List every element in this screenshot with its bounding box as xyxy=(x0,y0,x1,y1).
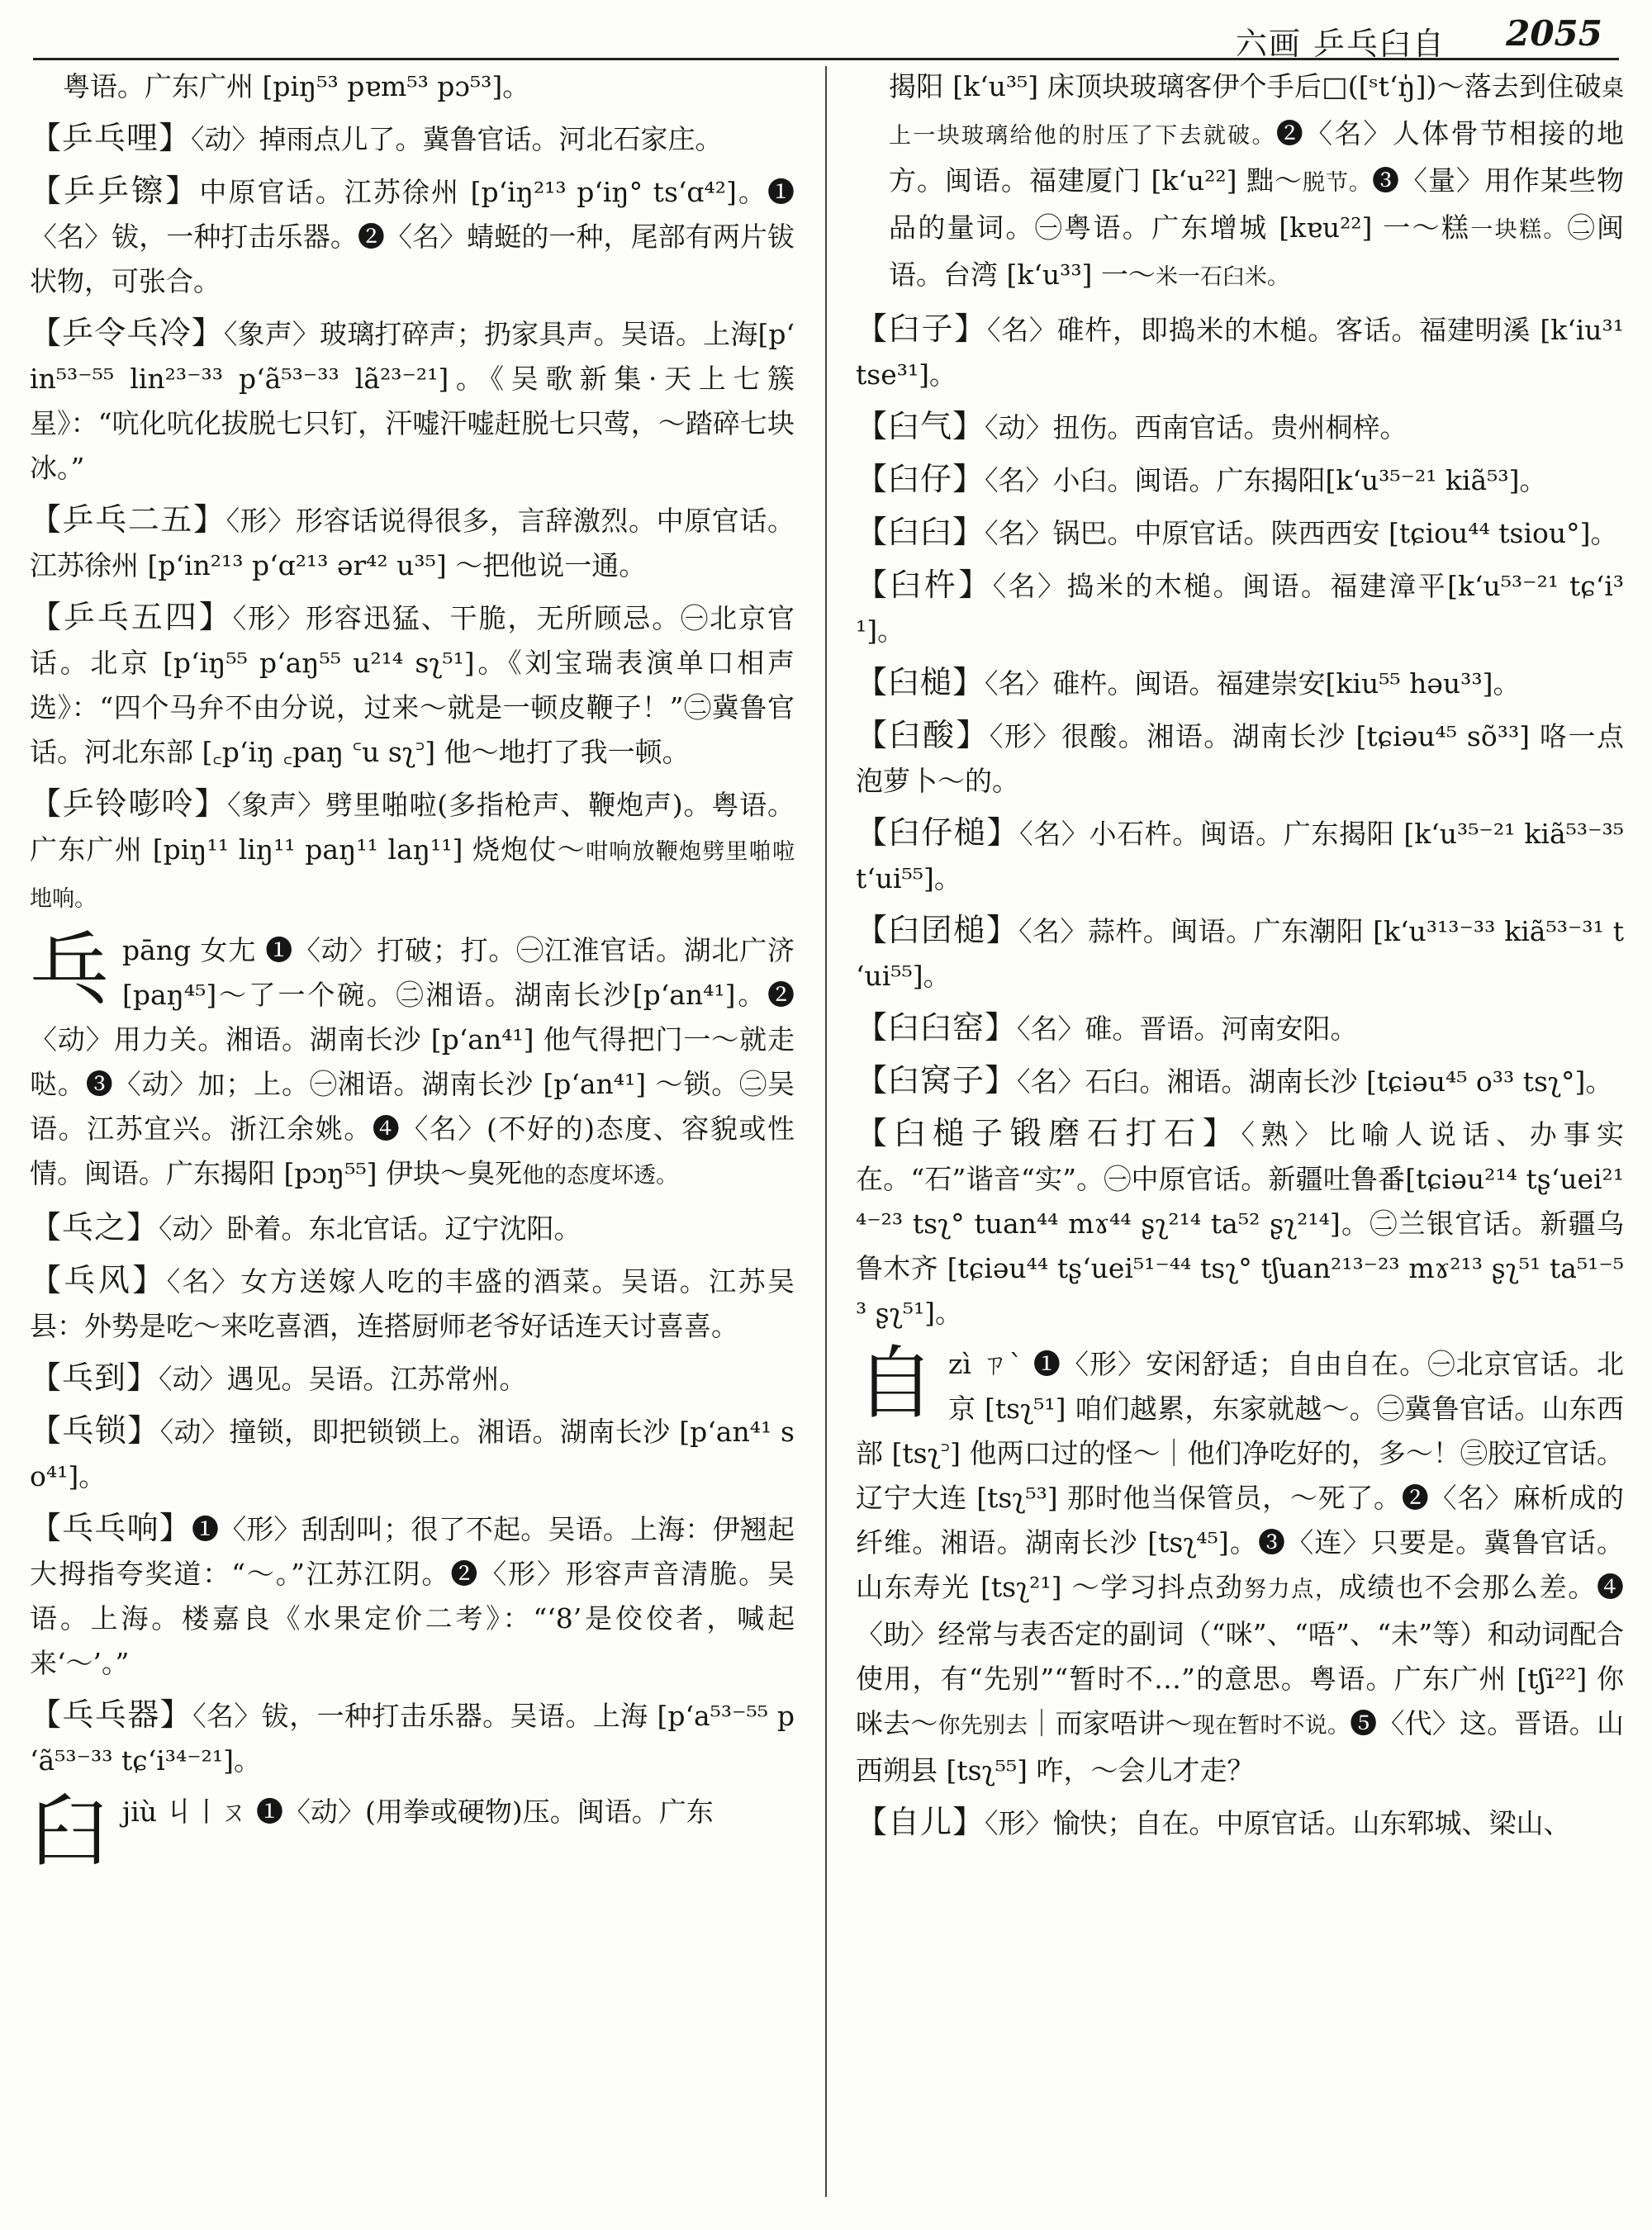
entry-text: 〈象声〉劈里啪啦(多指枪声、鞭炮声)。粤语。广东广州 [piŋ¹¹ liŋ¹¹ paŋ¹¹ laŋ¹¹] 烧炮仗～ xyxy=(30,789,795,866)
entry-headword: 【臼仔】 xyxy=(856,461,985,497)
entry-headword: 【臼仔槌】 xyxy=(856,814,1020,851)
entry-text: 〈象声〉玻璃打碎声；扔家具声。吴语。上海[pʻin⁵³⁻⁵⁵ lin²³⁻³³ pʻã⁵³⁻³³ lã²³⁻²¹]。《吴歌新集·天上七簇星》：“吭化吭化拔脱七只钉，汗嘘汗嘘赶脱七只莺，～踏碎七块冰。” xyxy=(30,318,795,484)
entry-gloss: 现在暂时不说。 xyxy=(1192,1713,1351,1739)
dictionary-entry xyxy=(30,1205,795,1251)
entry-text: 〈名〉碓杵，即捣米的木槌。客话。福建明溪 [kʻiu³¹ tse³¹]。 xyxy=(856,314,1624,391)
entry-text: ❷〈名〉人体骨节相接的地方。闽语。福建厦门 [kʻu²²] 黜～ xyxy=(889,117,1624,197)
dictionary-entry xyxy=(856,404,1624,450)
dictionary-entry xyxy=(30,311,795,491)
entry-text: 〈名〉小石杵。闽语。广东揭阳 [kʻu³⁵⁻²¹ kiã⁵³⁻³⁵ tʻui⁵⁵]。 xyxy=(856,818,1624,894)
entry-headword: 【乓到】 xyxy=(30,1359,159,1396)
entry-text: 〈名〉碓杵。闽语。福建崇安[kiu⁵⁵ həu³³]。 xyxy=(985,667,1521,700)
entry-text: 〈形〉形容迅猛、干脆，无所顾忌。㊀北京官话。北京 [pʻiŋ⁵⁵ pʻaŋ⁵⁵ u²¹⁴ sʅ⁵¹]。《刘宝瑞表演单口相声选》：“四个马弁不由分说，过来～就是一顿皮鞭子！”㊁冀鲁官话。河北东部 [꜀pʻiŋ ꜀paŋ ꜂u sʅ꜄] 他～地打了我一顿。 xyxy=(30,602,795,768)
entry-gloss: 脱节。 xyxy=(1302,170,1372,196)
entry-headword: 【臼槌】 xyxy=(856,664,985,700)
dictionary-entry xyxy=(30,168,795,304)
dictionary-entry xyxy=(30,116,795,162)
dictionary-entry xyxy=(30,595,795,775)
entry-headword: 【自儿】 xyxy=(856,1804,985,1840)
head-character: 臼 xyxy=(30,1785,109,1877)
entry-headword: 【乒令乓冷】 xyxy=(30,315,224,351)
entry-text: 〈动〉撞锁，即把锁锁上。湘语。湖南长沙 [pʻan⁴¹ so⁴¹]。 xyxy=(30,1416,795,1492)
entry-text: 〈动〉扭伤。西南官话。贵州桐梓。 xyxy=(985,411,1408,444)
entry-gloss: 他的态度坏透。 xyxy=(522,1163,679,1189)
dictionary-entry xyxy=(856,810,1624,901)
entry-text: ❶〈形〉刮刮叫；很了不起。吴语。上海：伊翘起大拇指夸奖道：“～。”江苏江阴。❷〈形〉形容声音清脆。吴语。上海。楼嘉良《水果定价二考》：“‘8’是佼佼者，喊起来‘～’。” xyxy=(30,1513,795,1679)
continued-entry xyxy=(30,64,795,109)
entry-gloss: 你先别去 xyxy=(938,1713,1028,1739)
entry-text: 〈名〉碓。晋语。河南安阳。 xyxy=(1017,1013,1358,1045)
entry-gloss: 米一石臼米。 xyxy=(1155,264,1289,290)
dictionary-entry xyxy=(856,1800,1624,1846)
entry-text: 〈动〉掉雨点儿了。冀鲁官话。河北石家庄。 xyxy=(191,123,723,155)
page-number: 2055 xyxy=(1506,13,1602,54)
entry-headword: 【臼臼窑】 xyxy=(856,1009,1018,1046)
dictionary-entry xyxy=(856,660,1624,706)
entry-headword: 【乓锁】 xyxy=(30,1412,160,1449)
continued-entry xyxy=(856,64,1624,300)
entry-text: ❸〈量〉用作某些物品的量词。㊀粤语。广东增城 [kɐu²²] 一～糕 xyxy=(889,164,1624,244)
entry-headword: 【乒乒镲】 xyxy=(30,173,200,209)
dictionary-entry xyxy=(30,1258,795,1349)
entry-text: jiù 丩丨ㄡ ❶〈动〉(用拳或硬物)压。闽语。广东 xyxy=(122,1796,714,1828)
entry-text: 〈熟〉比喻人说话、办事实在。“石”谐音“实”。㊀中原官话。新疆吐鲁番[tɕiəu²¹⁴ tʂʻuei²¹⁴⁻²³ tsʅ° tuan⁴⁴ mɤ⁴⁴ ʂʅ²¹⁴ ta⁵² ʂʅ²¹⁴]。㊁兰银官话。新疆乌鲁木齐 [tɕiəu⁴⁴ tʂʻuei⁵¹⁻⁴⁴ tsʅ° tʃuan²¹³⁻²³ mɤ²¹³ ʂʅ⁵¹ ta⁵¹⁻⁵³ ʂʅ⁵¹]。 xyxy=(856,1118,1624,1329)
entry-gloss: 努力点， xyxy=(1243,1577,1339,1602)
entry-text: zì ㄗˋ ❶〈形〉安闲舒适；自由自在。㊀北京官话。北京 [tsʅ⁵¹] 咱们越累，东家就越～。㊁冀鲁官话。山东西部 [tsʅ꜄] 他两口过的怪～｜他们净吃好的，多～！㊂胶辽官话。辽宁大连 [tsʅ⁵³] 那时他当保管员，～死了。❷〈名〉麻析成的纤维。湘语。湖南长沙 [tsʅ⁴⁵]。❸〈连〉只要是。冀鲁官话。山东寿光 [tsʅ²¹] ～学习抖点劲 xyxy=(856,1348,1624,1603)
entry-gloss: 一块糕。 xyxy=(1470,217,1568,243)
head-character: 自 xyxy=(856,1337,935,1430)
entry-text: 〈名〉锅巴。中原官话。陕西西安 [tɕiou⁴⁴ tsiou°]。 xyxy=(985,517,1618,549)
dictionary-entry xyxy=(30,781,795,922)
entry-headword: 【乒铃嘭呤】 xyxy=(30,785,228,822)
character-entry xyxy=(30,1785,795,1877)
left-column xyxy=(30,64,795,2227)
entry-text: 〈形〉形容话说得很多，言辞激烈。中原官话。江苏徐州 [pʻin²¹³ pʻɑ²¹³ ər⁴² u³⁵] ～把他说一通。 xyxy=(30,505,795,581)
entry-text: 〈名〉石臼。湘语。湖南长沙 [tɕiəu⁴⁵ o³³ tsʅ°]。 xyxy=(1017,1065,1613,1098)
entry-text: 〈名〉钹，一种打击乐器。吴语。上海 [pʻa⁵³⁻⁵⁵ pʻã⁵³⁻³³ tɕʻi³⁴⁻²¹]。 xyxy=(30,1700,795,1777)
entry-headword: 【臼窝子】 xyxy=(856,1062,1018,1098)
entry-headword: 【臼子】 xyxy=(856,311,987,347)
character-entry xyxy=(30,923,795,1198)
entry-headword: 【臼臼】 xyxy=(856,514,985,550)
entry-headword: 【乓风】 xyxy=(30,1262,167,1298)
dictionary-entry xyxy=(30,1506,795,1686)
entry-text: 〈形〉愉快；自在。中原官话。山东郓城、梁山、 xyxy=(985,1807,1571,1839)
entry-gloss: 咁响放鞭炮劈里啪啦地响。 xyxy=(30,839,795,912)
dictionary-entry xyxy=(856,1005,1624,1051)
entry-text: 〈动〉遇见。吴语。江苏常州。 xyxy=(159,1363,527,1395)
entry-text: 揭阳 [kʻu³⁵] 床顶块玻璃客伊个手后□([ˢtʻŋ̍])～落去到住破 xyxy=(889,70,1602,102)
column-divider xyxy=(825,66,827,2197)
entry-headword: 【臼杵】 xyxy=(856,567,993,603)
entry-text: 〈形〉很酸。湘语。湖南长沙 [tɕiəu⁴⁵ sõ³³] 咯一点泡萝卜～的。 xyxy=(856,720,1624,797)
entry-text: 中原官话。江苏徐州 [pʻiŋ²¹³ pʻiŋ° tsʻɑ⁴²]。❶〈名〉钹，一种打击乐器。❷〈名〉蜻蜓的一种，尾部有两片钹状物，可张合。 xyxy=(30,176,795,297)
dictionary-entry xyxy=(856,457,1624,503)
dictionary-entry xyxy=(856,908,1624,999)
entry-text: ❺〈代〉这。晋语。山西朔县 [tsʅ⁵⁵] 咋，～会儿才走？ xyxy=(856,1707,1624,1786)
right-column xyxy=(856,64,1624,2227)
entry-text: 〈名〉小臼。闽语。广东揭阳[kʻu³⁵⁻²¹ kiã⁵³]。 xyxy=(985,464,1547,496)
dictionary-entry xyxy=(856,1058,1624,1104)
entry-text: 成绩也不会那么差。❹〈助〉经常与表否定的副词（“咪”、“唔”、“未”等）和动词配合使用，有“先别”“暂时不…”的意思。粤语。广东广州 [tʃi²²] 你咪去～ xyxy=(856,1571,1624,1739)
dictionary-entry xyxy=(30,1692,795,1783)
dictionary-entry xyxy=(856,306,1624,397)
entry-headword: 【臼酸】 xyxy=(856,717,990,753)
entry-text: 〈名〉女方送嫁人吃的丰盛的酒菜。吴语。江苏吴县：外势是吃～来吃喜酒，连搭厨师老爷好话连天讨喜喜。 xyxy=(30,1265,795,1342)
character-entry xyxy=(856,1337,1624,1793)
entry-text: ｜而家唔讲～ xyxy=(1028,1707,1193,1739)
entry-text: 〈名〉蒜杵。闽语。广东潮阳 [kʻu³¹³⁻³³ kiã⁵³⁻³¹ tʻui⁵⁵]。 xyxy=(856,915,1624,992)
entry-headword: 【臼气】 xyxy=(856,408,985,444)
section-title: 六画 乒乓臼自 xyxy=(1235,26,1446,62)
entry-headword: 【乓之】 xyxy=(30,1209,159,1245)
page-header xyxy=(33,7,1619,60)
entry-text: pāng 女尢 ❶〈动〉打破；打。㊀江淮官话。湖北广济[paŋ⁴⁵]～了一个碗。㊁湘语。湖南长沙[pʻan⁴¹]。❷〈动〉用力关。湘语。湖南长沙 [pʻan⁴¹] 他气得把门一～就走哒。❸〈动〉加；上。㊀湘语。湖南长沙 [pʻan⁴¹] ～锁。㊁吴语。江苏宜兴。浙江余姚。❹〈名〉(不好的)态度、容貌或性情。闽语。广东揭阳 [pɔŋ⁵⁵] 伊块～臭死 xyxy=(30,934,795,1189)
dictionary-entry xyxy=(856,713,1624,804)
entry-text: 〈名〉捣米的木槌。闽语。福建漳平[kʻu⁵³⁻²¹ tɕʻi³¹]。 xyxy=(856,570,1624,647)
entry-headword: 【乒乓哩】 xyxy=(30,120,192,156)
entry-headword: 【乒乓五四】 xyxy=(30,599,233,635)
entry-gloss: 桌上一块玻璃给他的肘压了下去就破。 xyxy=(889,76,1624,149)
entry-text: ㊁闽语。台湾 [kʻu³³] 一～ xyxy=(889,211,1624,291)
entry-headword: 【乓乓响】 xyxy=(30,1510,192,1546)
dictionary-entry xyxy=(30,1355,795,1402)
entry-headword: 【臼槌子锻磨石打石】 xyxy=(856,1115,1241,1151)
dictionary-entry xyxy=(856,510,1624,556)
entry-text: 粤语。广东广州 [piŋ⁵³ pɐm⁵³ pɔ⁵³]。 xyxy=(63,70,530,102)
dictionary-entry xyxy=(30,497,795,588)
entry-headword: 【臼囝槌】 xyxy=(856,912,1019,948)
entry-headword: 【乓乓器】 xyxy=(30,1696,193,1733)
head-character: 乓 xyxy=(30,923,109,1016)
dictionary-entry xyxy=(856,562,1624,653)
dictionary-entry xyxy=(30,1408,795,1499)
dictionary-entry xyxy=(856,1111,1624,1336)
entry-text: 〈动〉卧着。东北官话。辽宁沈阳。 xyxy=(159,1212,582,1245)
entry-headword: 【乒乓二五】 xyxy=(30,501,226,538)
